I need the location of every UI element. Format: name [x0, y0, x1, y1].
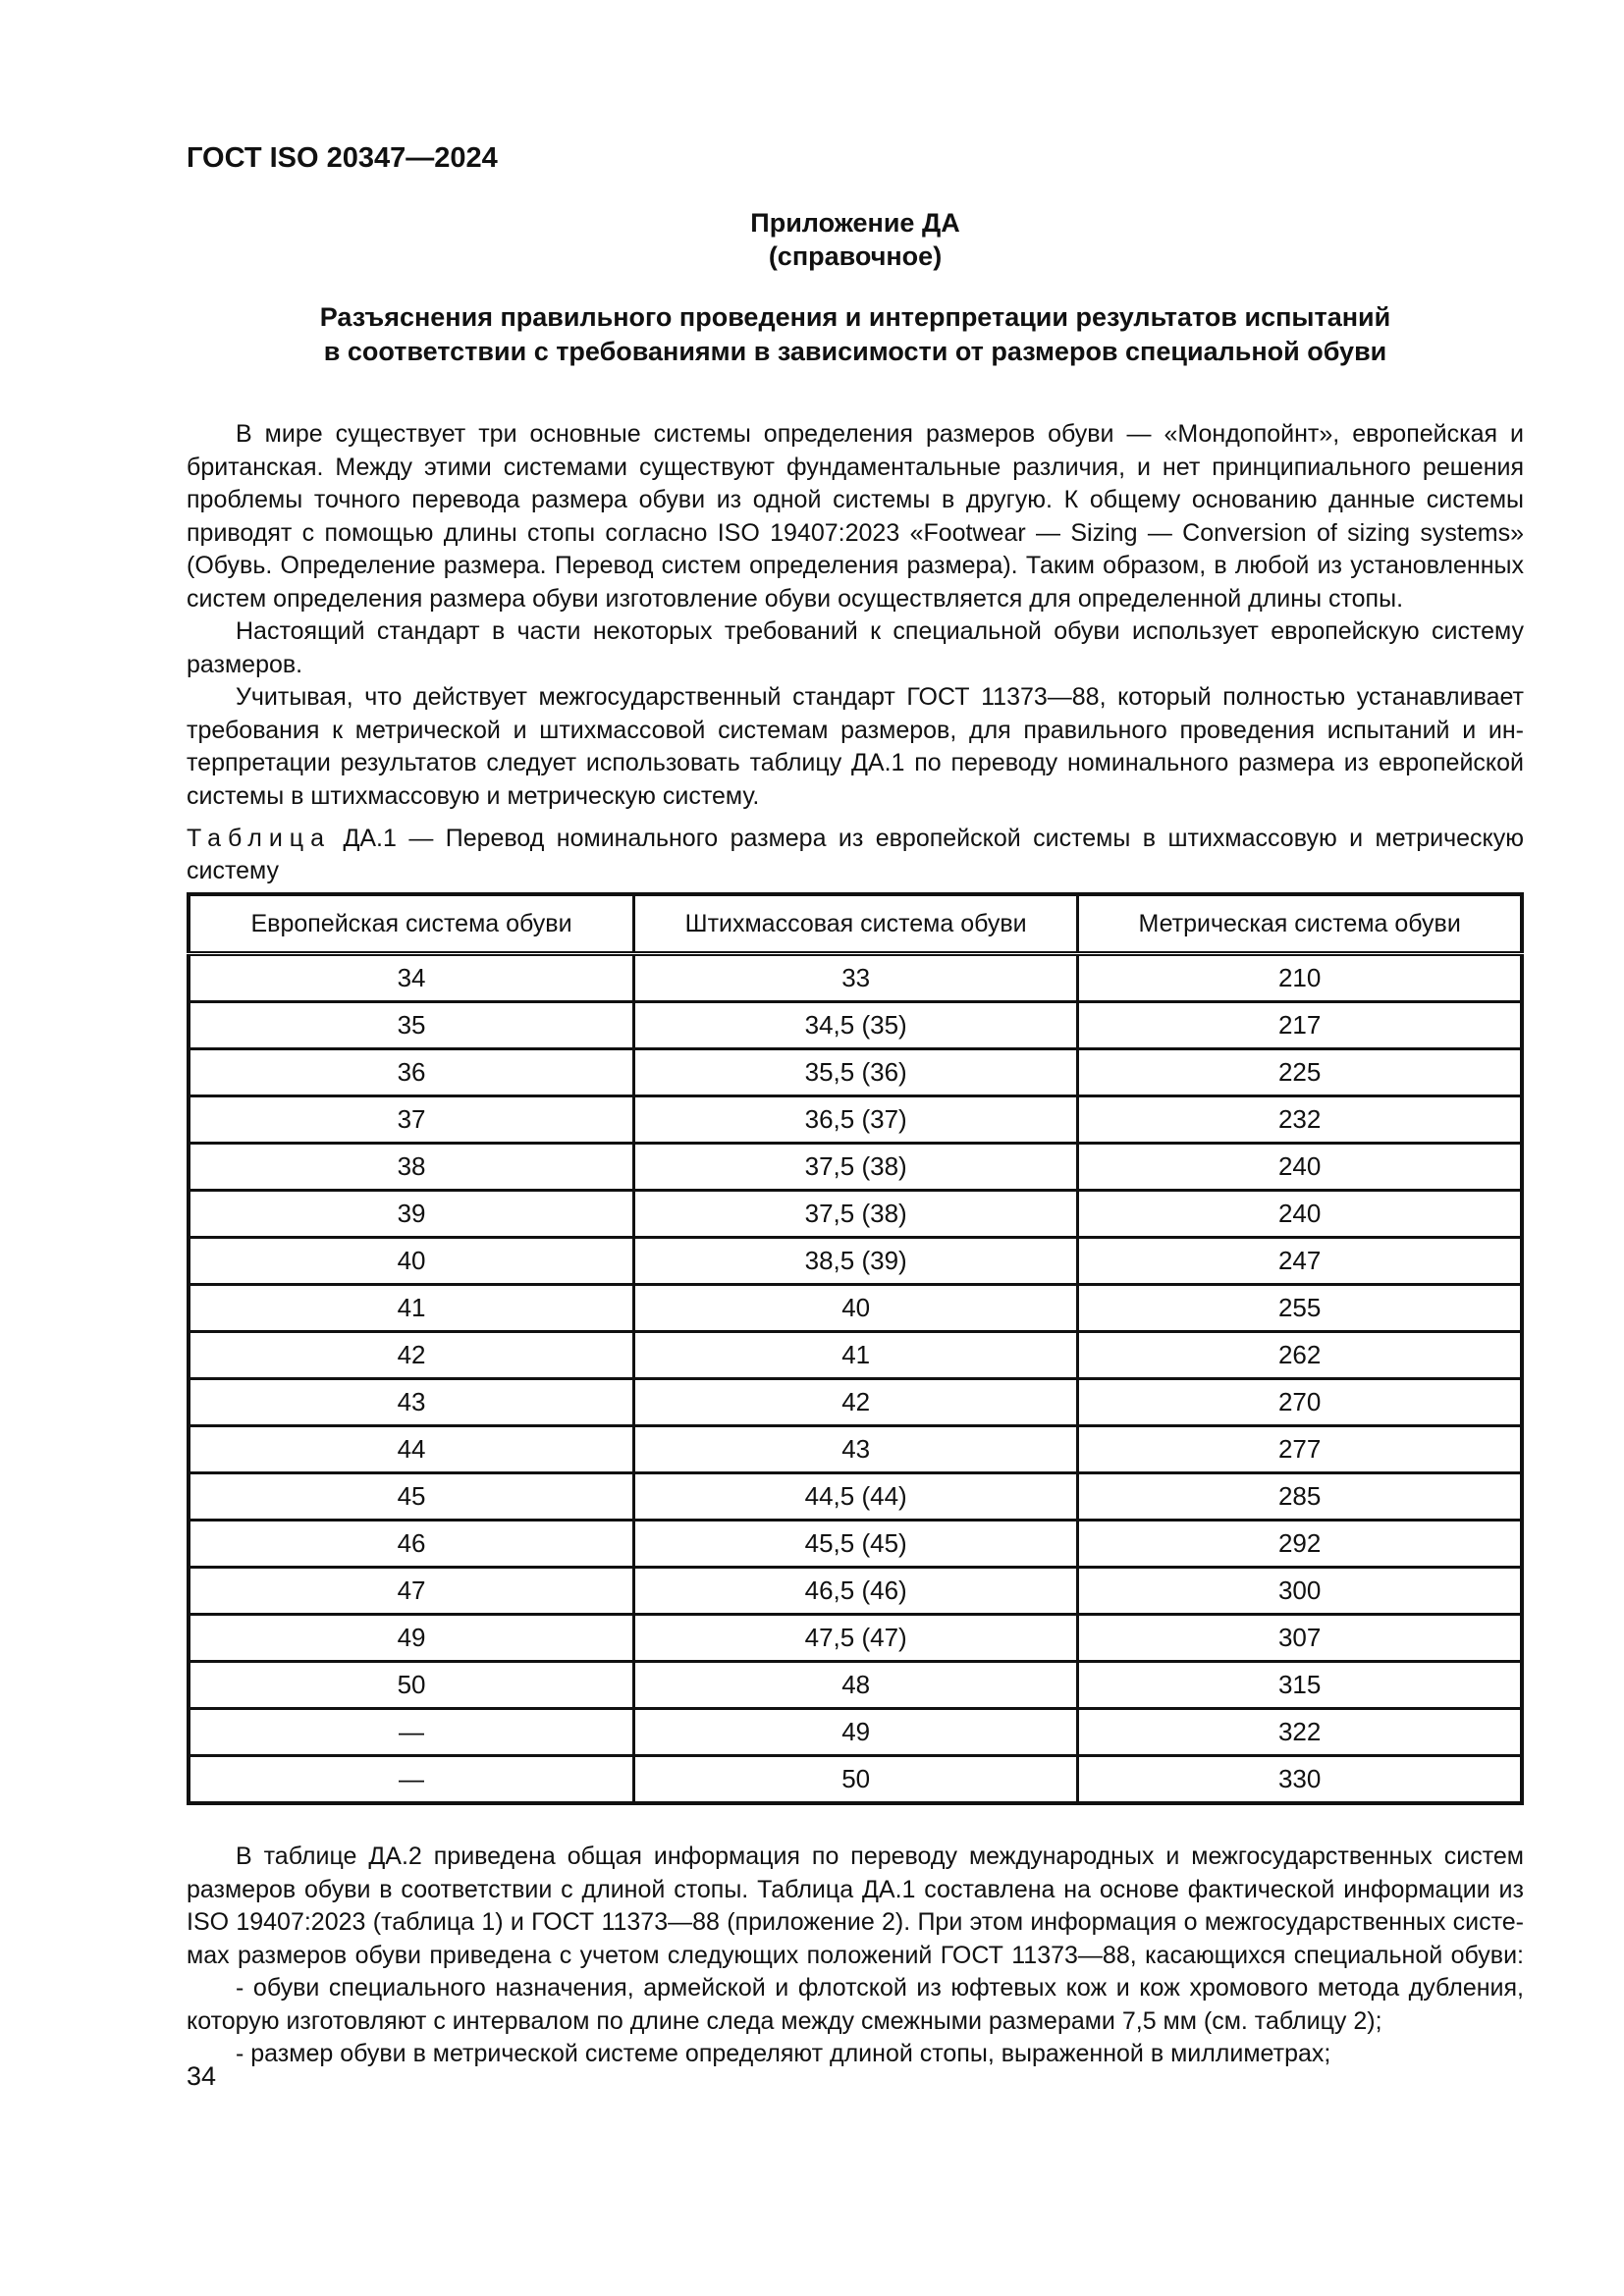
table-cell: 35,5 (36) [634, 1049, 1078, 1096]
table-cell: 315 [1078, 1662, 1522, 1709]
table-cell: 44,5 (44) [634, 1473, 1078, 1521]
table-cell: 300 [1078, 1568, 1522, 1615]
table-cell: 33 [634, 954, 1078, 1002]
paragraph-line: приводят с помощью длины стопы согласно ISO 19407:2023 «Footwear — Sizing — Conversion of sizing systems» [187, 518, 1524, 547]
table-row [189, 1049, 1522, 1096]
table-cell: 41 [634, 1332, 1078, 1379]
table-row [189, 1521, 1522, 1568]
table-row [189, 1144, 1522, 1191]
table-cell: 45,5 (45) [634, 1521, 1078, 1568]
table-caption-label: Таблица [187, 825, 332, 852]
table-cell: 240 [1078, 1144, 1522, 1191]
table-row [189, 1379, 1522, 1426]
table-cell: 285 [1078, 1473, 1522, 1521]
appendix-label: Приложение ДА [750, 208, 960, 238]
table-row [189, 1002, 1522, 1049]
page-number: 34 [187, 2061, 217, 2091]
paragraph [187, 681, 1524, 813]
table-row [189, 1473, 1522, 1521]
section-title [187, 300, 1524, 369]
paragraph-line: систем определения размера обуви изготовление обуви осуществляется для определенной длины стопы. [187, 584, 1404, 613]
table-row [189, 1662, 1522, 1709]
table-cell: 262 [1078, 1332, 1522, 1379]
appendix-header [187, 206, 1524, 273]
table-cell: 36 [189, 1049, 634, 1096]
table-header-cell: Европейская система обуви [189, 894, 634, 954]
list-item [187, 1972, 1524, 2038]
table-cell: 225 [1078, 1049, 1522, 1096]
table-cell: 43 [189, 1379, 634, 1426]
table-header-row [189, 894, 1522, 954]
document-code: ГОСТ ISO 20347—2024 [187, 142, 498, 174]
paragraph-line: - размер обуви в метрической системе определяют длиной стопы, выраженной в миллиметрах; [236, 2040, 1331, 2067]
appendix-note: (справочное) [768, 241, 943, 271]
table-cell: 50 [189, 1662, 634, 1709]
table-row [189, 1191, 1522, 1238]
table-cell: 48 [634, 1662, 1078, 1709]
table-row [189, 1285, 1522, 1332]
table-cell: 34 [189, 954, 634, 1002]
table-cell: 46 [189, 1521, 634, 1568]
table-row [189, 1238, 1522, 1285]
table-row [189, 1709, 1522, 1756]
table-cell: 40 [189, 1238, 634, 1285]
table-cell: 34,5 (35) [634, 1002, 1078, 1049]
table-cell: 49 [189, 1615, 634, 1662]
table-cell: 277 [1078, 1426, 1522, 1473]
table-row [189, 1756, 1522, 1804]
table-row [189, 1615, 1522, 1662]
table-cell: 39 [189, 1191, 634, 1238]
paragraph-line: размеров. [187, 650, 303, 678]
table-cell: 47 [189, 1568, 634, 1615]
table-cell: 270 [1078, 1379, 1522, 1426]
table-cell: 330 [1078, 1756, 1522, 1804]
table-cell: 36,5 (37) [634, 1096, 1078, 1144]
table-cell: 42 [634, 1379, 1078, 1426]
table-cell: 42 [189, 1332, 634, 1379]
paragraph-line: ISO 19407:2023 (таблица 1) и ГОСТ 11373—88 (приложение 2). При этом информация о межгосударственных систе- [187, 1908, 1524, 1936]
table-cell: 210 [1078, 954, 1522, 1002]
paragraph [187, 615, 1524, 681]
table-cell: 322 [1078, 1709, 1522, 1756]
paragraph-line: системы в штихмассовую и метрическую систему. [187, 781, 760, 810]
table-cell: 45 [189, 1473, 634, 1521]
table-cell: 37,5 (38) [634, 1191, 1078, 1238]
paragraph [187, 418, 1524, 615]
paragraph-line: Учитывая, что действует межгосударственный стандарт ГОСТ 11373—88, который полностью устанавливает [236, 683, 1524, 711]
table-caption-text: ДА.1 — Перевод номинального размера из европейской системы в штихмассовую и метрическую систему [187, 825, 1524, 884]
table-cell: — [189, 1756, 634, 1804]
table-cell: 46,5 (46) [634, 1568, 1078, 1615]
paragraph-line: терпретации результатов следует использовать таблицу ДА.1 по переводу номинального размера из европейской [187, 749, 1524, 776]
paragraph-line: мах размеров обуви приведена с учетом следующих положений ГОСТ 11373—88, касающихся специальной обуви: [187, 1941, 1524, 1969]
paragraph-line: В мире существует три основные системы определения размеров обуви — «Мондопойнт», европейская и [236, 420, 1524, 448]
table-cell: 41 [189, 1285, 634, 1332]
paragraph [187, 1841, 1524, 1972]
table-cell: 40 [634, 1285, 1078, 1332]
table-cell: 232 [1078, 1096, 1522, 1144]
table-cell: 255 [1078, 1285, 1522, 1332]
table-cell: 49 [634, 1709, 1078, 1756]
table-cell: 292 [1078, 1521, 1522, 1568]
table-cell: 44 [189, 1426, 634, 1473]
table-cell: 50 [634, 1756, 1078, 1804]
table-cell: 38 [189, 1144, 634, 1191]
table-cell: 217 [1078, 1002, 1522, 1049]
paragraph-line: (Обувь. Определение размера. Перевод систем определения размера). Таким образом, в любой из установленных [187, 552, 1524, 579]
section-title-line: Разъяснения правильного проведения и интерпретации результатов испытаний [319, 302, 1391, 332]
table-row [189, 1426, 1522, 1473]
table-cell: 37 [189, 1096, 634, 1144]
list-item [187, 2038, 1524, 2071]
table-cell: — [189, 1709, 634, 1756]
paragraph-line: В таблице ДА.2 приведена общая информация по переводу международных и межгосударственных систем [236, 1842, 1524, 1870]
table-row [189, 954, 1522, 1002]
paragraph-line: - обуви специального назначения, армейской и флотской из юфтевых кож и кож хромового метода дубления, [236, 1974, 1524, 2002]
table-cell: 47,5 (47) [634, 1615, 1078, 1662]
table-cell: 37,5 (38) [634, 1144, 1078, 1191]
paragraph-line: Настоящий стандарт в части некоторых требований к специальной обуви использует европейскую систему [236, 617, 1524, 645]
table-cell: 43 [634, 1426, 1078, 1473]
table-cell: 35 [189, 1002, 634, 1049]
table-row [189, 1568, 1522, 1615]
table-header-cell: Штихмассовая система обуви [634, 894, 1078, 954]
table-row [189, 1332, 1522, 1379]
size-table-body [189, 954, 1522, 1804]
size-conversion-table [187, 892, 1524, 1805]
table-cell: 38,5 (39) [634, 1238, 1078, 1285]
paragraph-line: которую изготовляют с интервалом по длине следа между смежными размерами 7,5 мм (см. таблицу 2); [187, 2006, 1382, 2035]
table-cell: 240 [1078, 1191, 1522, 1238]
paragraph-line: требования к метрической и штихмассовой системам размеров, для правильного проведения испытаний и ин- [187, 716, 1524, 744]
table-cell: 307 [1078, 1615, 1522, 1662]
table-row [189, 1096, 1522, 1144]
paragraph-line: размеров обуви в соответствии с длиной стопы. Таблица ДА.1 составлена на основе фактической информации из [187, 1875, 1524, 1903]
notes-section [187, 1841, 1524, 2071]
paragraph-line: проблемы точного перевода размера обуви из одной системы в другую. К общему основанию данные системы [187, 486, 1524, 513]
table-cell: 247 [1078, 1238, 1522, 1285]
section-title-line: в соответствии с требованиями в зависимости от размеров специальной обуви [323, 337, 1387, 366]
table-caption [187, 823, 1524, 887]
paragraph-line: британская. Между этими системами существуют фундаментальные различия, и нет принципиального решения [187, 453, 1524, 481]
table-header-cell: Метрическая система обуви [1078, 894, 1522, 954]
